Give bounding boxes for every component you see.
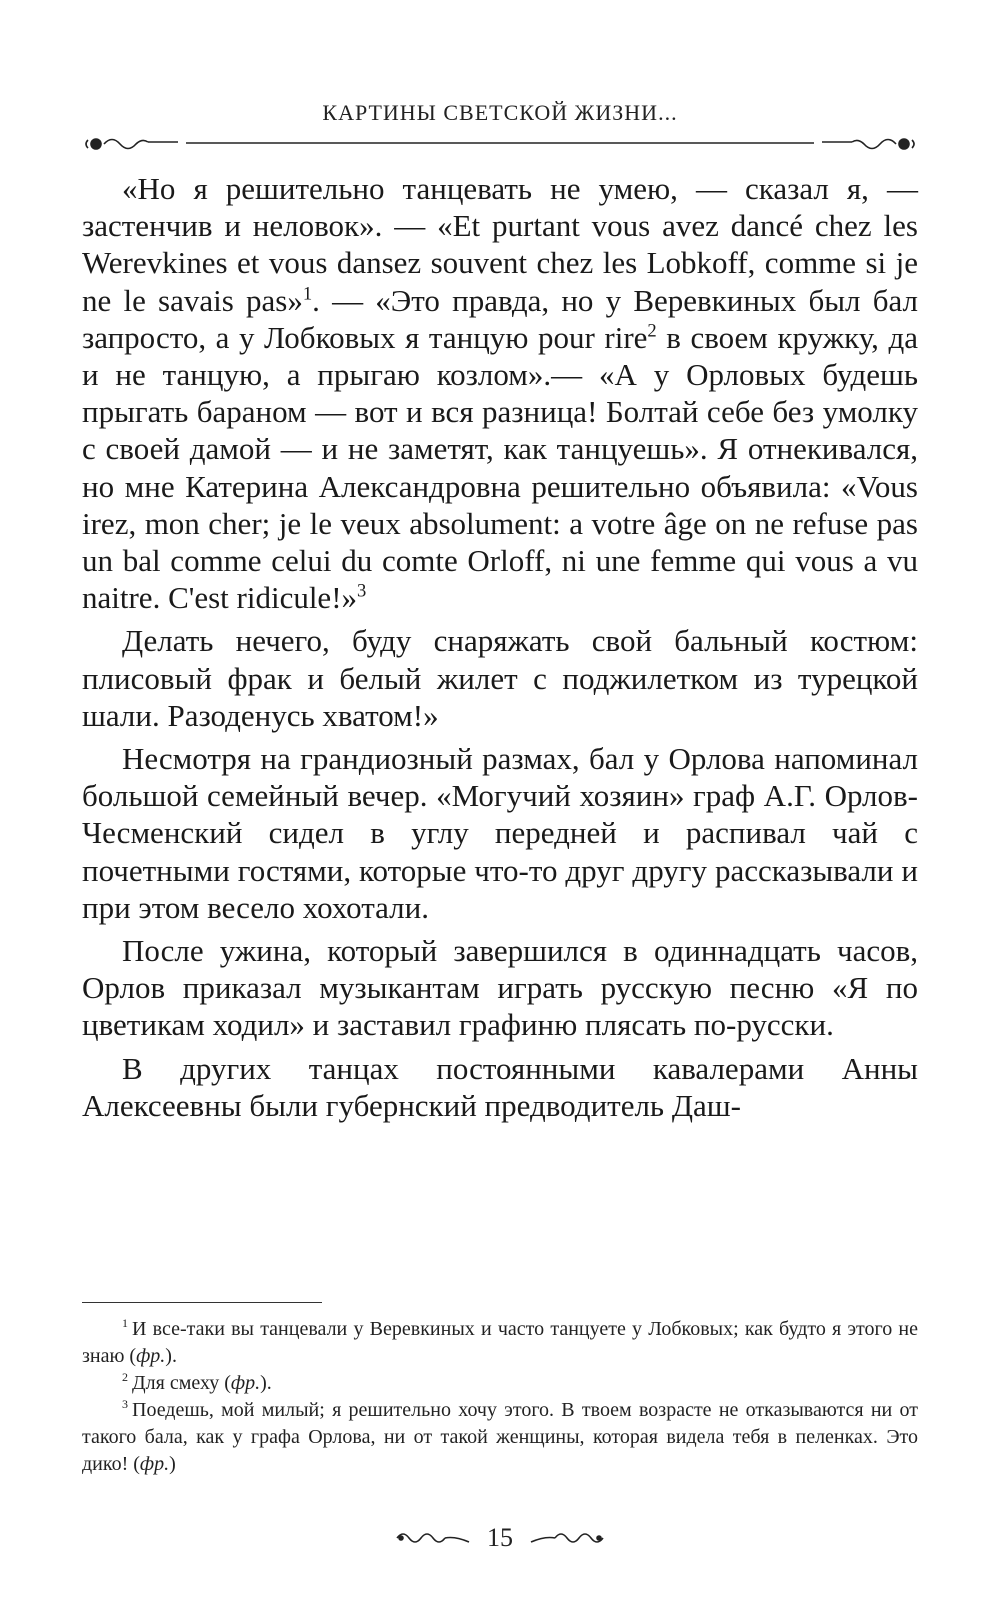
footnote-separator bbox=[82, 1302, 322, 1303]
footnote-1-close: ). bbox=[165, 1345, 177, 1367]
footnote-1-number: 1 bbox=[122, 1316, 128, 1331]
right-folio-ornament-icon bbox=[527, 1527, 607, 1549]
footnote-2-close: ). bbox=[260, 1372, 272, 1394]
footnote-ref-1: 1 bbox=[302, 283, 313, 305]
running-title: КАРТИНЫ СВЕТСКОЙ ЖИЗНИ... bbox=[322, 100, 678, 125]
footnote-3-number: 3 bbox=[122, 1397, 128, 1412]
main-text bbox=[82, 170, 918, 1124]
page-footer bbox=[0, 1518, 1000, 1558]
paragraph-5: В других танцах постоянными кавалерами Анны Алексеевны были губернский предводитель Даш- bbox=[82, 1050, 918, 1123]
footnote-3-close: ) bbox=[169, 1453, 176, 1475]
header-ornament-rule bbox=[82, 132, 918, 156]
left-folio-ornament-icon bbox=[393, 1527, 473, 1549]
footnote-3-text: Поедешь, мой милый; я решительно хочу этого. В твоем возрасте не отказываются ни от такого бала, как у графа Орлова, ни от такой женщины, которая видела тебя в пеленках. Это дико! ( bbox=[82, 1399, 918, 1475]
right-flourish-icon bbox=[822, 139, 914, 149]
left-flourish-icon bbox=[86, 139, 178, 149]
paragraph-4: После ужина, который завершился в одиннадцать часов, Орлов приказал музыкантам играть русскую песню «Я по цветикам ходил» и заставил графиню плясать по-русски. bbox=[82, 933, 918, 1043]
footnote-ref-3: 3 bbox=[357, 580, 367, 602]
paragraph-3: Несмотря на грандиозный размах, бал у Орлова напоминал большой семейный вечер. «Могучий хозяин» граф А.Г. Орлов-Чесменский сидел в углу передней и распивал чай с почетными гостями, которые что-то друг другу рассказывали и при этом весело хохотали. bbox=[82, 741, 918, 925]
paragraph-1 bbox=[82, 170, 918, 616]
footnote-2-abbr: фр. bbox=[230, 1372, 261, 1394]
paragraph-1-part-3: в своем кружку, да и не танцую, а прыгаю козлом».— «А у Орловых будешь прыгать бараном — вот и вся разница! Болтай себе без умолку с своей дамой — и не заметят, как танцуешь». Я отнекивался, но мне Катерина Александровна решительно объявила: «Vous irez, mon cher; je le veux absolument: a votre âge on ne refuse pas un bal comme celui du comte Orloff, ni une femme qui vous a vu naitre. C'est ridicule!» bbox=[82, 319, 918, 616]
footnote-1-abbr: фр. bbox=[136, 1345, 166, 1367]
footnote-1 bbox=[82, 1316, 918, 1370]
footnote-2 bbox=[82, 1370, 918, 1397]
footnote-ref-2: 2 bbox=[647, 320, 657, 342]
paragraph-1-part-2: . — «Это правда, но у Веревкиных был бал запросто, а у Лобковых я танцую pour rire bbox=[82, 282, 918, 355]
footnote-1-text: И все-таки вы танцевали у Веревкиных и часто танцуете у Лобковых; как будто я этого не знаю ( bbox=[82, 1318, 918, 1367]
footnote-3-abbr: фр. bbox=[139, 1453, 170, 1475]
footnote-2-number: 2 bbox=[122, 1370, 128, 1385]
footnotes bbox=[82, 1316, 918, 1478]
paragraph-1-part-1: «Но я решительно танцевать не умею, — сказал я, — застенчив и неловок». — «Et purtant vous avez dancé chez les Werevkines et vous dansez souvent chez les Lobkoff, comme si je ne le savais pas» bbox=[82, 171, 918, 318]
paragraph-2: Делать нечего, буду снаряжать свой бальный костюм: плисовый фрак и белый жилет с поджилетком из турецкой шали. Разоденусь хватом!» bbox=[82, 623, 918, 733]
footnote-3 bbox=[82, 1397, 918, 1478]
footnote-2-text: Для смеху ( bbox=[132, 1372, 231, 1394]
page-number: 15 bbox=[487, 1523, 513, 1552]
